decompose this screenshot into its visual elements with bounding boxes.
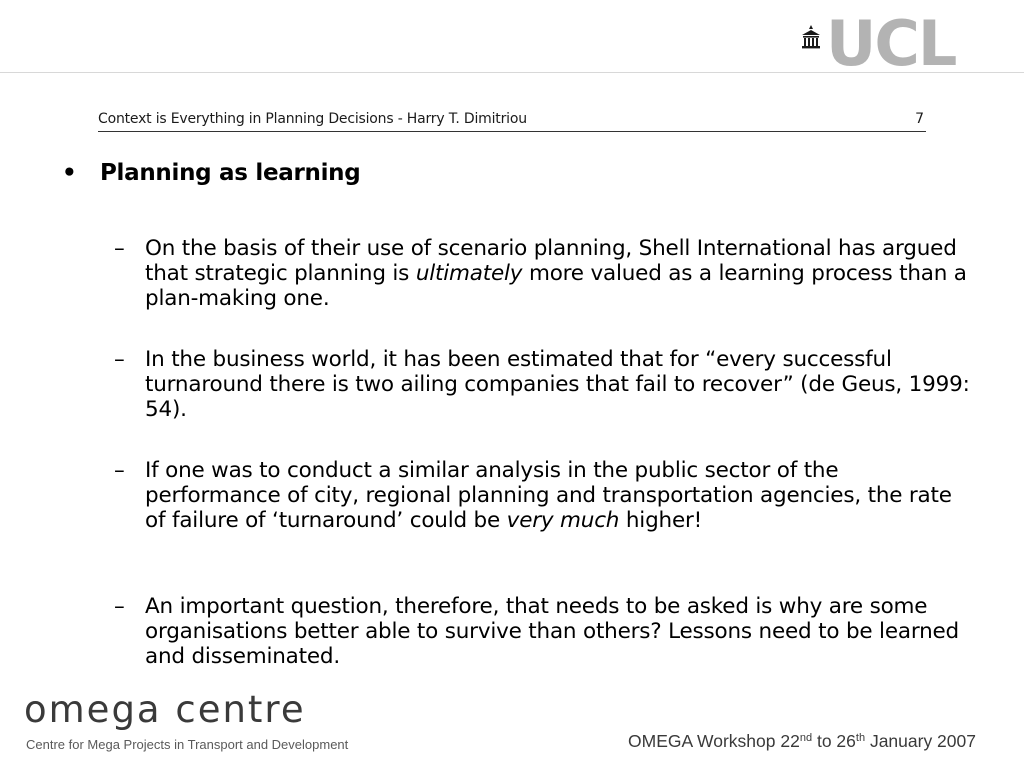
dash-marker: – (114, 458, 125, 483)
ucl-logo-text: UCL (826, 7, 956, 80)
omega-centre-subtitle: Centre for Mega Projects in Transport and Development (26, 737, 349, 752)
ucl-logo (798, 7, 988, 80)
slide-title: Context is Everything in Planning Decisions - Harry T. Dimitriou (98, 111, 527, 127)
emphasis-text: very much (506, 508, 620, 533)
list-item-text: An important question, therefore, that needs to be asked is why are some organisations better able to survive than others? Lessons need to be learned and disseminated. (145, 594, 959, 669)
dash-marker: – (114, 594, 125, 619)
page-number: 7 (915, 111, 924, 127)
bullet-icon: • (62, 160, 77, 186)
portico-icon (798, 24, 824, 50)
list-item-text: In the business world, it has been estimated that for “every successful turnaround there is two ailing companies that fail to recover” (de Geus, 1999: 54). (145, 347, 970, 422)
dash-marker: – (114, 347, 125, 372)
workshop-footer: OMEGA Workshop 22nd to 26th January 2007 (628, 731, 976, 751)
list-item-text: On the basis of their use of scenario planning, Shell International has argued that strategic planning is ultimately more valued as a learning process than a plan-making one. (145, 236, 967, 311)
heading-text: Planning as learning (100, 160, 361, 186)
emphasis-text: ultimately (415, 261, 523, 286)
section-heading (62, 160, 360, 186)
list-item-text: If one was to conduct a similar analysis in the public sector of the performance of city, regional planning and transportation agencies, the rate of failure of ‘turnaround’ could be very much higher! (145, 458, 952, 533)
omega-centre-logo: omega centre (24, 688, 306, 731)
dash-marker: – (114, 236, 125, 261)
slide-header (98, 111, 926, 132)
